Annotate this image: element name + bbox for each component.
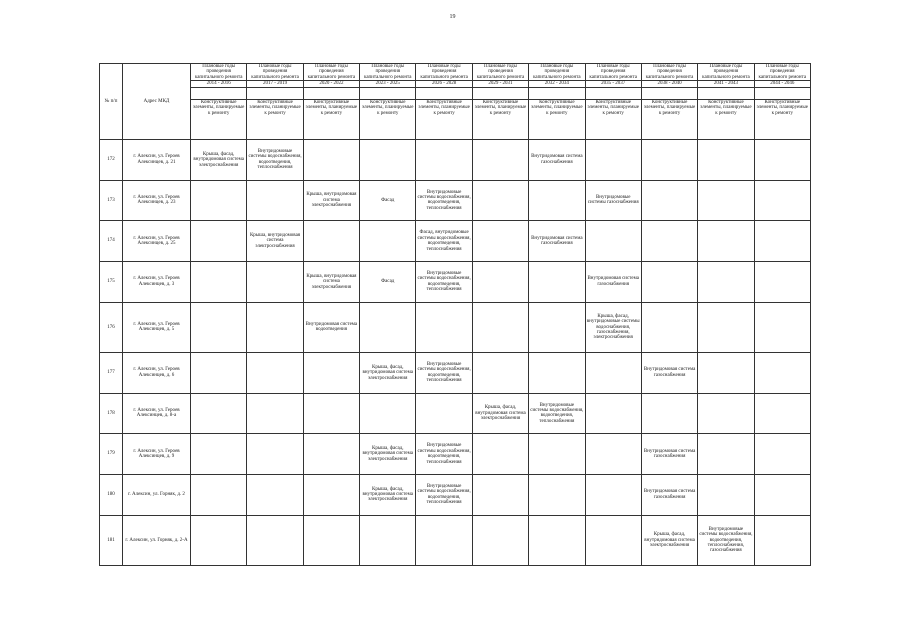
row-cell [529, 515, 585, 565]
header-address-label: Адрес МКД [143, 98, 170, 104]
header-sub-1: Конструктивные элементы, планируемые к ремонту [247, 100, 303, 140]
table-row [100, 393, 811, 434]
row-cell: Внутридомовые системы водоснабжения, водоотведения, теплоснабжения [416, 474, 472, 515]
row-cell: Крыша, внутридомовая система электроснабжения [247, 221, 303, 262]
row-cell: Внутридомовая система газоснабжения [641, 352, 697, 393]
page-number: 19 [449, 14, 456, 20]
header-sub-4: Конструктивные элементы, планируемые к ремонту [416, 100, 472, 140]
row-cell [698, 352, 754, 393]
row-cell: Внутридомовая система газоснабжения [641, 474, 697, 515]
row-cell [641, 302, 697, 352]
row-cell [698, 140, 754, 181]
header-period-years: 2035 - 2037 [586, 80, 641, 87]
row-cell [698, 474, 754, 515]
row-cell [191, 180, 247, 221]
table-row [100, 434, 811, 475]
header-period-4 [416, 64, 472, 100]
row-cell [472, 180, 528, 221]
row-cell [585, 352, 641, 393]
header-row-periods [100, 64, 811, 100]
row-cell: Внутридомовые системы водоснабжения, водоотведения, теплоснабжения [529, 393, 585, 434]
header-period-years: 2032 - 2034 [529, 80, 584, 87]
header-period-years: 2014 - 2016 [191, 80, 246, 87]
row-cell [472, 515, 528, 565]
row-cell [754, 474, 810, 515]
row-cell [472, 302, 528, 352]
row-cell [529, 474, 585, 515]
header-period-0 [191, 64, 247, 100]
header-period-years: 2038 - 2040 [642, 80, 697, 87]
row-number: 175 [100, 261, 123, 302]
row-cell [247, 180, 303, 221]
row-cell [698, 221, 754, 262]
row-cell [698, 434, 754, 475]
row-cell: Внутридомовые системы водоснабжения, водоотведения, теплоснабжения [416, 180, 472, 221]
header-period-label: Плановые годы проведения капитального ремонта [194, 64, 243, 80]
row-address: г. Алексин, ул. Героев Алексинцев, д. 21 [123, 140, 191, 181]
header-period-2 [303, 64, 359, 100]
row-address: г. Алексин, ул. Героев Алексинцев, д. 9 [123, 434, 191, 475]
row-cell: Внутридомовая система газоснабжения [641, 434, 697, 475]
row-address: г. Алексин, ул. Героев Алексинцев, д. 3 [123, 261, 191, 302]
row-cell [585, 393, 641, 434]
row-number: 173 [100, 180, 123, 221]
row-cell [472, 261, 528, 302]
header-period-label: Плановые годы проведения капитального ремонта [420, 64, 468, 80]
row-cell [641, 221, 697, 262]
row-cell: Внутридомовые системы водоснабжения, водоотведения, теплоснабжения, газоснабжения [698, 515, 754, 565]
row-cell [529, 180, 585, 221]
row-cell: Крыша, фасад, внутридомовая система электроснабжения [360, 474, 416, 515]
row-cell [247, 261, 303, 302]
table-row [100, 302, 811, 352]
header-period-label: Плановые годы проведения капитального ремонта [476, 64, 525, 80]
row-cell: Фасад [360, 261, 416, 302]
row-cell [191, 302, 247, 352]
row-cell [698, 302, 754, 352]
row-cell [416, 515, 472, 565]
row-cell [191, 221, 247, 262]
row-cell: Крыша, внутридомовая система электроснабжения [303, 261, 359, 302]
row-number: 172 [100, 140, 123, 181]
row-cell [585, 434, 641, 475]
row-cell [360, 302, 416, 352]
row-cell [360, 221, 416, 262]
row-cell: Внутридомовые системы водоснабжения, водоотведения, теплоснабжения [247, 140, 303, 181]
row-cell: Внутридомовая система газоснабжения [529, 221, 585, 262]
row-number: 176 [100, 302, 123, 352]
row-cell [472, 352, 528, 393]
row-cell [641, 261, 697, 302]
row-cell [303, 434, 359, 475]
row-cell [303, 221, 359, 262]
row-cell: Крыша, внутридомовая система электроснабжения [303, 180, 359, 221]
header-sub-5: Конструктивные элементы, планируемые к ремонту [472, 100, 528, 140]
header-period-5 [472, 64, 528, 100]
row-cell [754, 221, 810, 262]
row-cell [585, 515, 641, 565]
table-body [100, 140, 811, 566]
row-cell [191, 515, 247, 565]
header-period-years: 2041 - 2043 [698, 80, 753, 87]
row-cell [360, 393, 416, 434]
row-number: 178 [100, 393, 123, 434]
table-row [100, 352, 811, 393]
row-cell [303, 393, 359, 434]
table-row [100, 474, 811, 515]
row-address: г. Алексин, ул. Героев Алексинцев, д. 23 [123, 180, 191, 221]
row-number: 180 [100, 474, 123, 515]
row-cell [247, 434, 303, 475]
row-cell: Внутридомовая система водоотведения [303, 302, 359, 352]
row-address: г. Алексин, ул. Героев Алексинцев, д. 8-а [123, 393, 191, 434]
row-cell [698, 180, 754, 221]
header-period-years: 2020 - 2022 [304, 80, 359, 87]
row-cell [754, 352, 810, 393]
header-num-label: № п/п [104, 98, 118, 104]
header-period-6 [529, 64, 585, 100]
row-cell: Внутридомовые системы водоснабжения, водоотведения, теплоснабжения [416, 261, 472, 302]
row-cell [754, 140, 810, 181]
row-cell: Фасад, внутридомовые системы водоснабжения, водоотведения, теплоснабжения [416, 221, 472, 262]
row-address: г. Алексин, ул. Горняк, д. 2-А [123, 515, 191, 565]
row-cell [698, 261, 754, 302]
row-cell [416, 302, 472, 352]
row-cell [360, 140, 416, 181]
row-cell [754, 393, 810, 434]
header-period-label: Плановые годы проведения капитального ремонта [758, 64, 807, 80]
header-period-label: Плановые годы проведения капитального ремонта [645, 64, 694, 80]
header-period-years: 2023 - 2025 [360, 80, 415, 87]
row-cell [472, 221, 528, 262]
row-number: 174 [100, 221, 123, 262]
table-row [100, 140, 811, 181]
row-cell [698, 393, 754, 434]
table-row [100, 180, 811, 221]
row-cell [585, 474, 641, 515]
row-cell [641, 393, 697, 434]
table-row [100, 261, 811, 302]
row-cell [754, 434, 810, 475]
header-sub-9: Конструктивные элементы, планируемые к ремонту [698, 100, 754, 140]
row-cell [303, 140, 359, 181]
header-period-years: 2026 - 2028 [416, 80, 471, 87]
row-cell [191, 393, 247, 434]
row-cell [529, 434, 585, 475]
row-cell [472, 474, 528, 515]
row-cell [191, 352, 247, 393]
row-cell [303, 515, 359, 565]
table-row [100, 515, 811, 565]
header-period-9 [698, 64, 754, 100]
row-cell [585, 221, 641, 262]
row-cell: Внутридомовые системы газоснабжения [585, 180, 641, 221]
row-cell [191, 261, 247, 302]
row-cell [754, 261, 810, 302]
row-cell [529, 352, 585, 393]
header-sub-6: Конструктивные элементы, планируемые к ремонту [529, 100, 585, 140]
row-cell [754, 180, 810, 221]
row-cell [247, 515, 303, 565]
header-period-label: Плановые годы проведения капитального ремонта [702, 64, 750, 80]
row-cell [416, 140, 472, 181]
header-sub-2: Конструктивные элементы, планируемые к ремонту [303, 100, 359, 140]
row-cell [754, 515, 810, 565]
row-cell: Крыша, фасад, внутридомовая система электроснабжения [641, 515, 697, 565]
row-cell [472, 434, 528, 475]
row-cell [303, 352, 359, 393]
header-period-1 [247, 64, 303, 100]
header-period-10 [754, 64, 810, 100]
row-number: 179 [100, 434, 123, 475]
header-period-label: Плановые годы проведения капитального ремонта [251, 64, 299, 80]
header-period-years: 2029 - 2031 [473, 80, 528, 87]
row-cell [641, 140, 697, 181]
row-cell [529, 261, 585, 302]
row-address: г. Алексин, ул. Героев Алексинцев, д. 6 [123, 352, 191, 393]
row-cell: Фасад [360, 180, 416, 221]
header-num [100, 64, 123, 140]
row-cell: Крыша, фасад, внутридомовая система электроснабжения [472, 393, 528, 434]
row-cell [303, 474, 359, 515]
header-period-label: Плановые годы проведения капитального ремонта [589, 64, 637, 80]
header-period-3 [360, 64, 416, 100]
header-period-label: Плановые годы проведения капитального ремонта [363, 64, 412, 80]
header-sub-3: Конструктивные элементы, планируемые к ремонту [360, 100, 416, 140]
row-cell [247, 474, 303, 515]
row-address: г. Алексин, ул. Горняк, д. 2 [123, 474, 191, 515]
row-cell [529, 302, 585, 352]
row-cell: Внутридомовая система газоснабжения [585, 261, 641, 302]
row-cell [191, 434, 247, 475]
row-cell: Крыша, фасад, внутридомовые системы водоснабжения, газоснабжения, электроснабжения [585, 302, 641, 352]
header-address [123, 64, 191, 140]
row-cell [191, 474, 247, 515]
row-number: 177 [100, 352, 123, 393]
header-period-label: Плановые годы проведения капитального ремонта [533, 64, 581, 80]
row-cell: Крыша, фасад, внутридомовая система электроснабжения [360, 352, 416, 393]
header-period-8 [641, 64, 697, 100]
header-period-years: 2044 - 2046 [755, 80, 810, 87]
row-cell: Внутридомовая система газоснабжения [529, 140, 585, 181]
header-sub-0: Конструктивные элементы, планируемые к ремонту [191, 100, 247, 140]
row-cell: Внутридомовые системы водоснабжения, водоотведения, теплоснабжения [416, 434, 472, 475]
row-address: г. Алексин, ул. Героев Алексинцев, д. 25 [123, 221, 191, 262]
row-cell [641, 180, 697, 221]
row-cell [360, 515, 416, 565]
header-sub-8: Конструктивные элементы, планируемые к ремонту [641, 100, 697, 140]
row-cell: Внутридомовые системы водоснабжения, водоотведения, теплоснабжения [416, 352, 472, 393]
row-number: 181 [100, 515, 123, 565]
row-address: г. Алексин, ул. Героев Алексинцев, д. 5 [123, 302, 191, 352]
header-sub-7: Конструктивные элементы, планируемые к ремонту [585, 100, 641, 140]
row-cell [472, 140, 528, 181]
row-cell [416, 393, 472, 434]
header-period-years: 2017 - 2019 [247, 80, 302, 87]
header-sub-10: Конструктивные элементы, планируемые к ремонту [754, 100, 810, 140]
capital-repair-table [99, 63, 811, 566]
row-cell [247, 393, 303, 434]
header-row-sub [100, 100, 811, 140]
table-row [100, 221, 811, 262]
row-cell [754, 302, 810, 352]
row-cell [247, 302, 303, 352]
row-cell [247, 352, 303, 393]
header-period-7 [585, 64, 641, 100]
row-cell: Крыша, фасад, внутридомовая система электроснабжения [360, 434, 416, 475]
header-period-label: Плановые годы проведения капитального ремонта [307, 64, 356, 80]
row-cell [585, 140, 641, 181]
row-cell: Крыша, фасад, внутридомовая система электроснабжения [191, 140, 247, 181]
